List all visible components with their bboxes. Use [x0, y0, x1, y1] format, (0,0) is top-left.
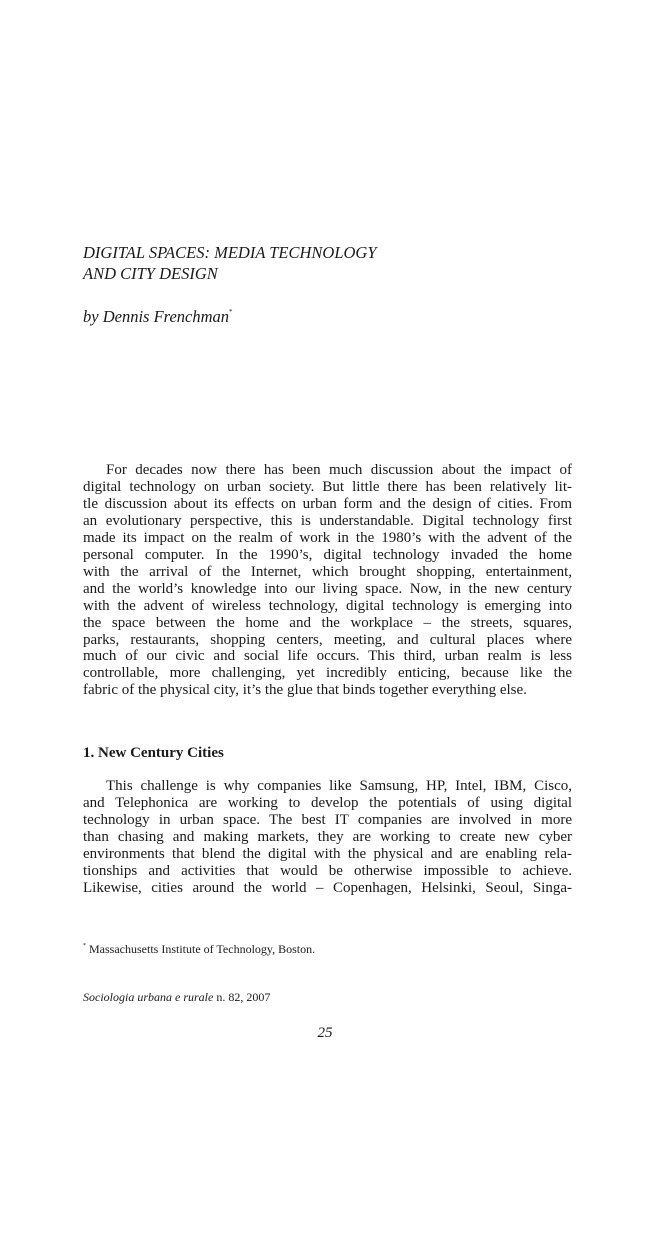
article-title	[83, 242, 583, 284]
text-line: personal computer. In the 1990’s, digital technology invaded the home	[83, 546, 572, 563]
text-line: tionships and activities that would be otherwise impossible to achieve.	[83, 862, 572, 879]
section-paragraph	[83, 778, 572, 897]
text-line: the space between the home and the workplace – the streets, squares,	[83, 614, 572, 631]
text-line: technology in urban space. The best IT companies are involved in more	[83, 811, 572, 828]
text-line: than chasing and making markets, they are working to create new cyber	[83, 828, 572, 845]
text-line: Likewise, cities around the world – Copenhagen, Helsinki, Seoul, Singa-	[83, 879, 572, 896]
text-line: fabric of the physical city, it’s the glue that binds together everything else.	[83, 682, 527, 699]
text-line: For decades now there has been much discussion about the impact of	[106, 462, 572, 478]
author-name: by Dennis Frenchman	[83, 307, 230, 326]
text-line: digital technology on urban society. But little there has been relatively lit-	[83, 478, 572, 495]
text-line: made its impact on the realm of work in the 1980’s with the advent of the	[83, 529, 572, 546]
journal-issue: n. 82, 2007	[216, 990, 271, 1004]
footnote-text: Massachusetts Institute of Technology, Boston.	[89, 942, 316, 956]
intro-paragraph	[83, 462, 572, 699]
text-line: controllable, more challenging, yet incredibly enticing, because like the	[83, 665, 572, 682]
author-byline	[83, 302, 233, 327]
text-line: much of our civic and social life occurs. This third, urban realm is less	[83, 648, 572, 665]
page-number: 25	[317, 1025, 333, 1041]
section-heading: 1. New Century Cities	[83, 745, 224, 761]
text-line: parks, restaurants, shopping centers, meeting, and cultural places where	[83, 631, 572, 648]
text-line: This challenge is why companies like Samsung, HP, Intel, IBM, Cisco,	[106, 778, 572, 794]
footnote	[83, 939, 315, 957]
text-line: tle discussion about its effects on urban form and the design of cities. From	[83, 495, 572, 512]
text-line: an evolutionary perspective, this is understandable. Digital technology first	[83, 512, 572, 529]
text-line: with the advent of wireless technology, digital technology is emerging into	[83, 597, 572, 614]
title-line: DIGITAL SPACES: MEDIA TECHNOLOGY	[83, 243, 377, 262]
footnote-marker: *	[229, 308, 233, 316]
text-line: with the arrival of the Internet, which brought shopping, entertainment,	[83, 563, 572, 580]
journal-name: Sociologia urbana e rurale	[83, 990, 214, 1004]
text-line: environments that blend the digital with the physical and are enabling rela-	[83, 845, 572, 862]
footnote-marker: *	[83, 943, 86, 949]
title-line: AND CITY DESIGN	[83, 264, 218, 283]
text-line: and Telephonica are working to develop the potentials of using digital	[83, 794, 572, 811]
journal-citation	[83, 990, 270, 1005]
text-line: and the world’s knowledge into our living space. Now, in the new century	[83, 580, 572, 597]
